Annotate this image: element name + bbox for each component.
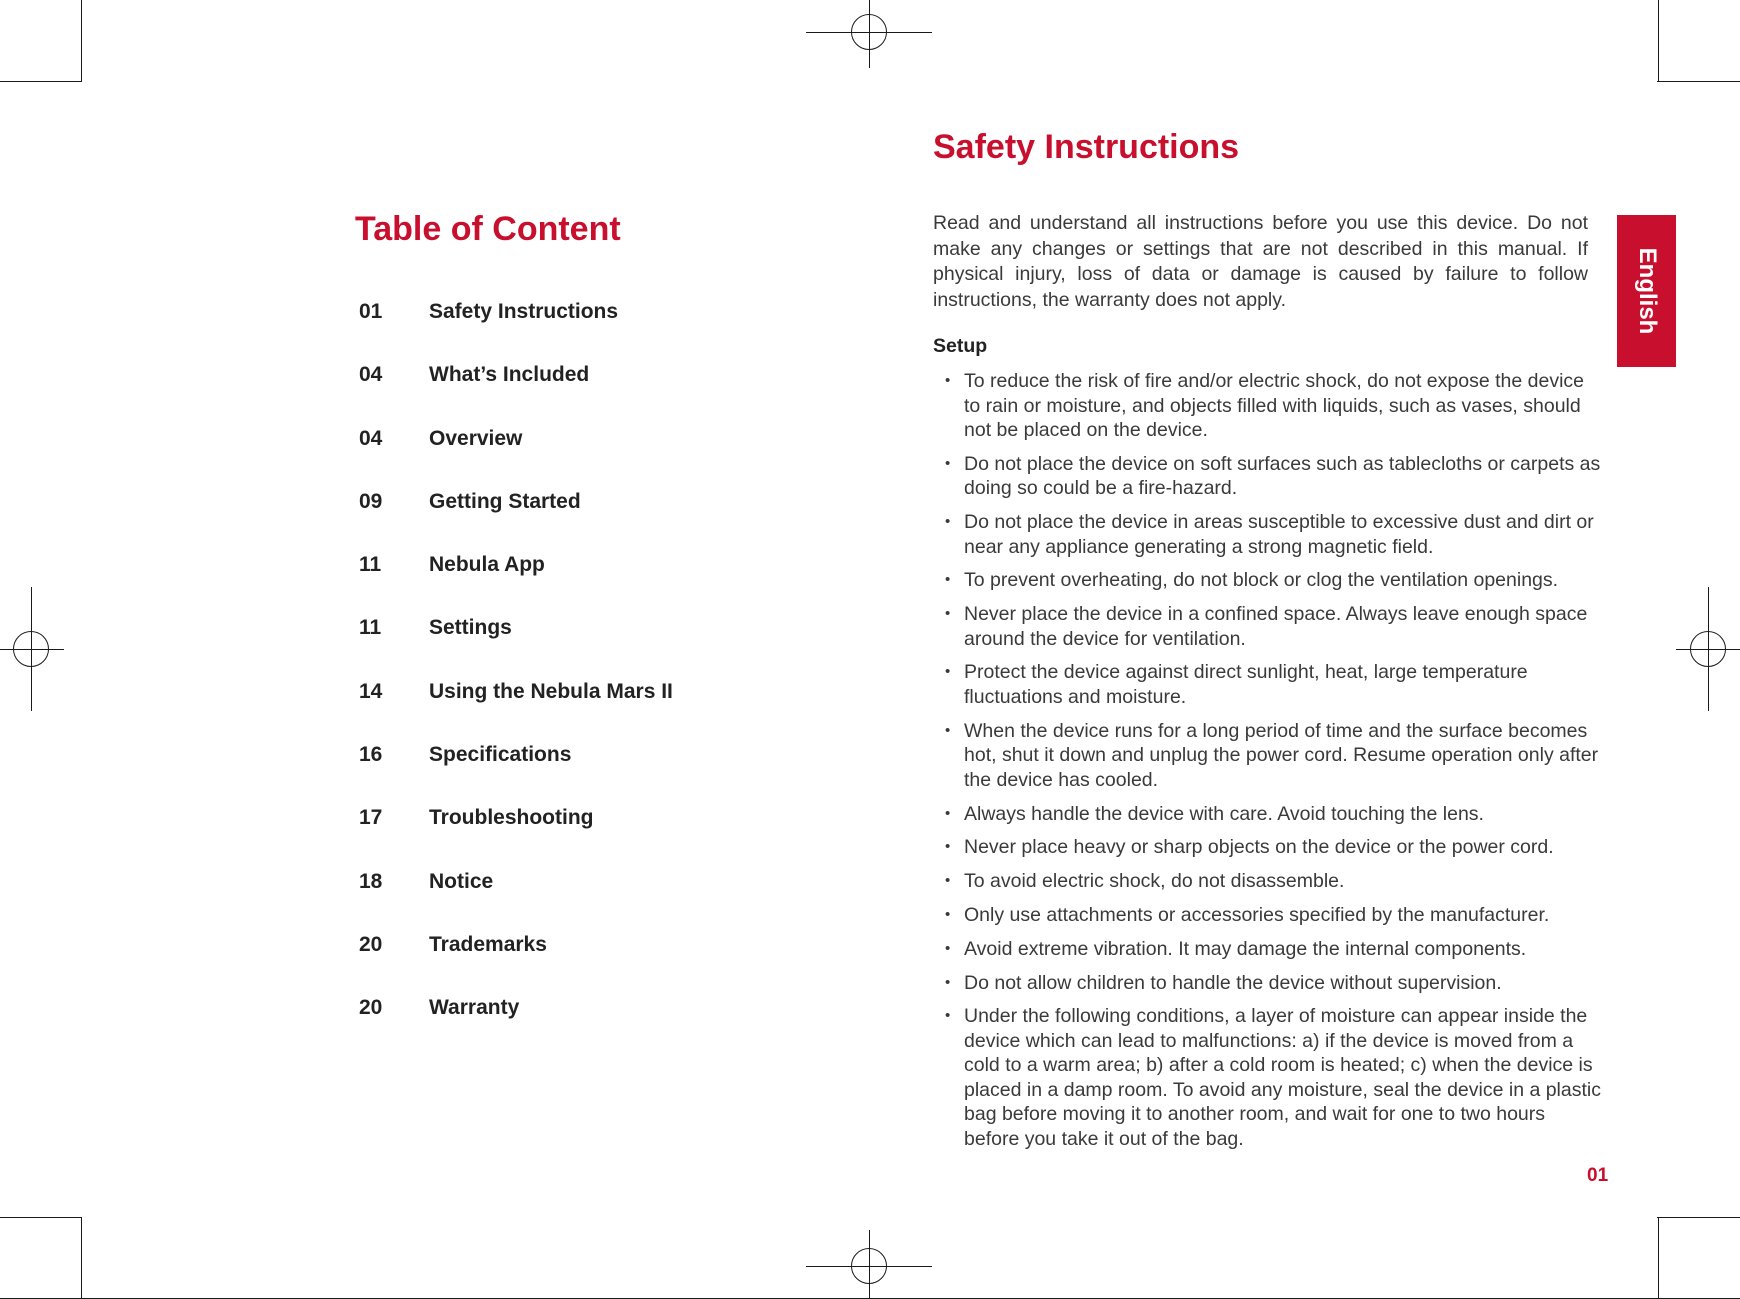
toc-label: Using the Nebula Mars II (429, 679, 673, 703)
safety-title: Safety Instructions (933, 128, 1240, 166)
toc-item[interactable] (359, 680, 673, 743)
bullet-text: Protect the device against direct sunlight, heat, large temperature fluctuations and moisture. (964, 661, 1528, 708)
crop-mark (0, 81, 82, 82)
toc-label: Notice (429, 869, 494, 893)
bullet-text: Do not place the device in areas susceptible to excessive dust and dirt or near any appliance generating a strong magnetic field. (964, 511, 1594, 558)
bullet-item (933, 903, 1603, 928)
bullet-mark: • (945, 939, 951, 957)
toc-item[interactable] (359, 553, 673, 616)
toc-label: Specifications (429, 743, 572, 767)
bullet-item (933, 1004, 1603, 1151)
bullet-mark: • (945, 872, 951, 890)
toc-item[interactable] (359, 870, 673, 933)
bullet-item (933, 719, 1603, 793)
bullet-item (933, 835, 1603, 860)
toc-label: Nebula App (429, 553, 545, 577)
toc-page-number: 01 (359, 300, 383, 323)
bullet-mark: • (945, 1007, 951, 1025)
registration-mark (851, 14, 887, 50)
page-number: 01 (1587, 1165, 1609, 1186)
toc-item[interactable] (359, 996, 673, 1059)
toc-label: Trademarks (429, 932, 547, 956)
bullet-text: To prevent overheating, do not block or clog the ventilation openings. (964, 569, 1559, 592)
bullet-mark: • (945, 605, 951, 623)
bullet-text: Avoid extreme vibration. It may damage the internal components. (964, 937, 1527, 960)
toc-page-number: 14 (359, 679, 383, 703)
crop-mark (81, 1217, 82, 1299)
crop-mark (1658, 1217, 1659, 1299)
bullet-item (933, 602, 1603, 651)
bullet-text: Never place heavy or sharp objects on the device or the power cord. (964, 836, 1554, 859)
bullet-item (933, 802, 1603, 827)
bullet-item (933, 452, 1603, 501)
bullet-mark: • (945, 372, 951, 389)
toc-title: Table of Content (355, 210, 621, 248)
bullet-text: When the device runs for a long period of time and the surface becomes hot, shut it down and unplug the power cord. Resume operation only after the device has cooled. (964, 719, 1599, 791)
toc-item[interactable] (359, 743, 673, 806)
bullet-mark: • (945, 454, 951, 472)
bullet-mark: • (945, 838, 951, 856)
bullet-mark: • (945, 721, 951, 739)
toc-label: Overview (429, 426, 523, 450)
bullet-item (933, 568, 1603, 593)
toc-item[interactable] (359, 490, 673, 553)
bullet-text: To reduce the risk of fire and/or electric shock, do not expose the device to rain or moisture, and objects filled with liquids, such as vases, should not be placed on the device. (964, 370, 1585, 441)
language-tab-label: English (1633, 247, 1661, 335)
bullet-text: Under the following conditions, a layer of moisture can appear inside the device which can lead to malfunctions: a) if the device is moved from a cold to a warm area; b) after a cold room is heated; c) when the device is placed in a damp room. To avoid any moisture, seal the device in a plastic bag before moving it to another room, and wait for one to two hours before you take it out of the bag. (964, 1005, 1601, 1150)
bullet-text: To avoid electric shock, do not disassemble. (964, 870, 1345, 893)
bullet-text: Only use attachments or accessories specified by the manufacturer. (964, 903, 1550, 926)
toc-page-number: 09 (359, 489, 383, 513)
toc-item[interactable] (359, 363, 673, 426)
language-tab[interactable] (1617, 215, 1676, 367)
toc-item[interactable] (359, 933, 673, 996)
bullet-text: Never place the device in a confined space. Always leave enough space around the device for ventilation. (964, 603, 1588, 650)
bullet-item (933, 971, 1603, 996)
bullet-text: Do not place the device on soft surfaces such as tablecloths or carpets as doing so could be a fire-hazard. (964, 452, 1601, 500)
bullet-item (933, 510, 1603, 559)
bullet-mark: • (945, 973, 951, 991)
bullet-mark: • (945, 571, 951, 589)
toc-item[interactable] (359, 806, 673, 869)
toc-label: Getting Started (429, 489, 581, 513)
toc-page-number: 11 (359, 616, 382, 640)
toc-page-number: 04 (359, 363, 383, 387)
toc-page-number: 20 (359, 932, 383, 956)
toc-list (359, 300, 673, 1060)
bullet-text: Do not allow children to handle the device without supervision. (964, 971, 1502, 994)
toc-page-number: 17 (359, 806, 383, 830)
crop-mark (81, 0, 82, 82)
bullet-item (933, 660, 1603, 709)
bullet-text: Always handle the device with care. Avoid touching the lens. (964, 802, 1484, 825)
toc-label: Troubleshooting (429, 806, 594, 830)
toc-page-number: 16 (359, 743, 383, 767)
toc-page-number: 11 (359, 553, 382, 577)
bullet-mark: • (945, 905, 951, 923)
setup-heading: Setup (933, 335, 988, 357)
toc-label: Safety Instructions (429, 300, 619, 323)
toc-page-number: 04 (359, 426, 383, 450)
intro-paragraph: Read and understand all instructions before you use this device. Do not make any changes or settings that are not described in this manual. If physical injury, loss of data or damage is caused by failure to follow instructions, the warranty does not apply. (933, 212, 1588, 311)
bullet-item (933, 869, 1603, 894)
toc-item[interactable] (359, 427, 673, 490)
toc-item[interactable] (359, 300, 673, 363)
crop-mark (1658, 0, 1659, 82)
toc-label: Settings (429, 616, 512, 640)
bullet-mark: • (945, 663, 951, 681)
registration-mark (851, 1248, 887, 1284)
toc-page-number: 18 (359, 869, 383, 893)
setup-bullet-list (933, 369, 1603, 1161)
bullet-item (933, 937, 1603, 962)
registration-mark (1690, 631, 1726, 667)
toc-item[interactable] (359, 616, 673, 679)
toc-label: What’s Included (429, 363, 590, 387)
registration-mark (13, 631, 49, 667)
crop-mark (1657, 81, 1740, 82)
bullet-mark: • (945, 804, 951, 822)
bullet-mark: • (945, 513, 951, 531)
toc-page-number: 20 (359, 996, 383, 1020)
bullet-item (933, 369, 1603, 443)
crop-mark (0, 1217, 82, 1218)
toc-label: Warranty (429, 996, 520, 1020)
crop-mark (1657, 1217, 1740, 1218)
